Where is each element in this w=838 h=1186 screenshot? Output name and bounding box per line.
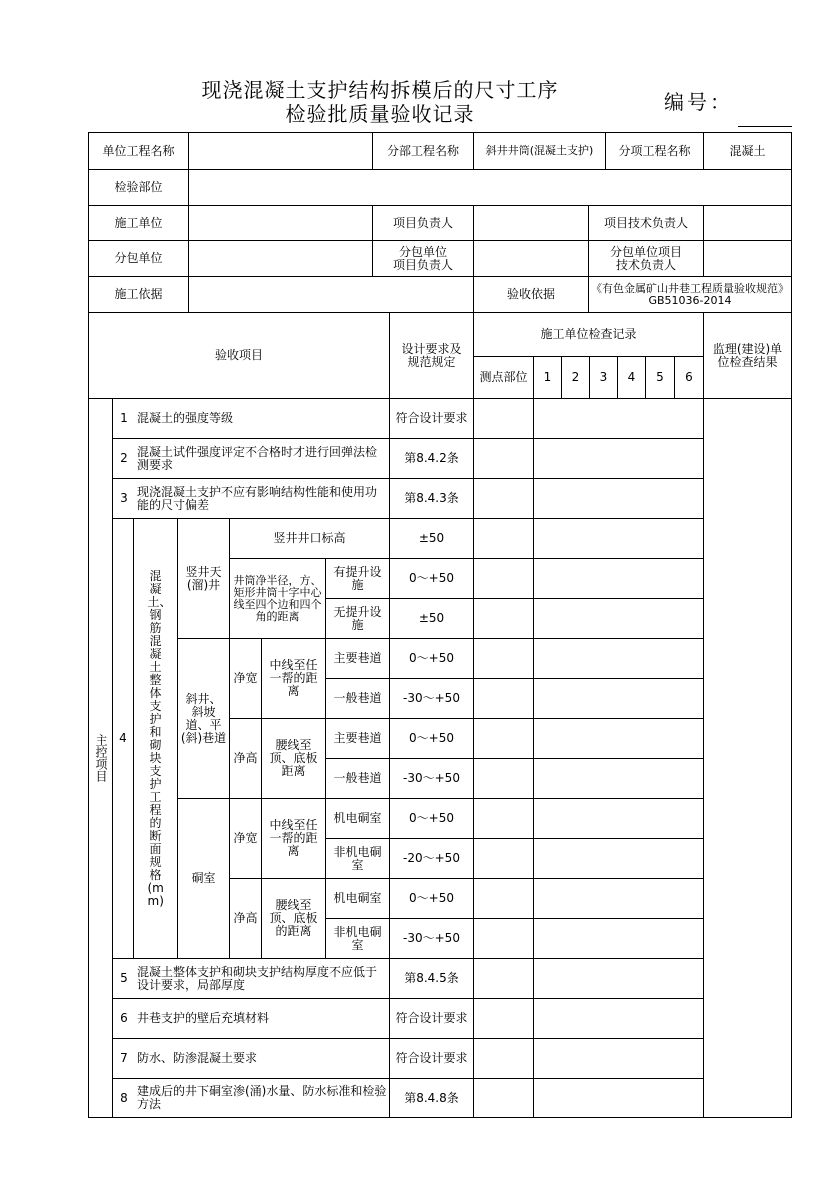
with-hoist-label: 有提升设施	[333, 564, 382, 592]
general-road-label: 一般巷道	[333, 771, 382, 785]
item-text: 混凝土的强度等级	[137, 411, 234, 425]
subcontract-manager-field[interactable]	[474, 241, 588, 276]
center-dist-label: 中线至任一帮的距离	[269, 818, 318, 858]
item-text: 井巷支护的壁后充填材料	[137, 1011, 270, 1025]
acceptance-basis-value: 《有色金属矿山井巷工程质量验收规范》GB51036-2014	[591, 281, 789, 307]
general-road-h-req: -30～+50	[403, 771, 460, 785]
supervision-header: 监理(建设)单 位检查结果	[712, 341, 783, 369]
acceptance-basis-label: 验收依据	[506, 287, 555, 301]
item-project-value: 混凝土	[729, 143, 766, 158]
main-road-w-req: 0～+50	[409, 651, 454, 665]
main-road-label: 主要巷道	[333, 651, 382, 665]
subcontract-unit-label: 分包单位	[114, 251, 163, 265]
incline-label: 斜井、斜坡道、平(斜)巷道	[180, 691, 227, 745]
subcontract-tech-field[interactable]	[704, 241, 791, 276]
item-no: 5	[120, 971, 128, 985]
item-req: 第8.4.2条	[404, 451, 459, 465]
item-no: 7	[120, 1051, 128, 1065]
elec-h-req: 0～+50	[409, 891, 454, 905]
item-text: 防水、防渗混凝土要求	[137, 1051, 258, 1065]
item-no: 8	[120, 1090, 128, 1105]
shaft-dist-label: 井筒净半径，方、矩形井筒十字中心线至四个边和四个角的距离	[233, 573, 322, 623]
item4-group-cell	[134, 519, 177, 958]
no-hoist-label: 无提升设施	[333, 604, 382, 632]
project-manager-field[interactable]	[474, 206, 588, 240]
point-header: 测点部位	[479, 370, 528, 384]
sub-project-value: 斜井井筒(混凝土支护)	[485, 144, 594, 157]
item-no: 6	[120, 1011, 128, 1025]
item4-group-label: 混凝土、钢筋混凝土整体支护和砌块支护工程的断面规格(mm)	[147, 568, 172, 908]
waist-dist-label: 腰线至顶、底板的距离	[269, 898, 318, 938]
item-no: 4	[119, 731, 127, 745]
page-title: 现浇混凝土支护结构拆模后的尺寸工序	[201, 78, 559, 102]
non-elec-chamber-label: 非机电硐室	[333, 844, 382, 872]
item-project-label: 分项工程名称	[618, 143, 691, 158]
construction-unit-field[interactable]	[189, 206, 372, 240]
main-items-cell	[89, 399, 112, 1117]
tech-manager-field[interactable]	[704, 206, 791, 240]
elec-chamber-label: 机电硐室	[333, 891, 382, 905]
item-no: 2	[120, 451, 128, 465]
col-2-header: 2	[571, 370, 580, 384]
construction-check-header: 施工单位检查记录	[540, 327, 637, 341]
subcontract-unit-field[interactable]	[189, 241, 372, 276]
tech-manager-label: 项目技术负责人	[603, 215, 688, 230]
page-subtitle: 检验批质量验收记录	[285, 102, 475, 126]
main-items-label: 主控项目	[94, 734, 108, 782]
construction-basis-field[interactable]	[189, 277, 473, 312]
construction-basis-label: 施工依据	[114, 287, 163, 301]
col-4-header: 4	[627, 370, 636, 384]
unit-project-label: 单位工程名称	[102, 143, 175, 158]
unit-project-field[interactable]	[189, 133, 372, 169]
general-road-w-req: -30～+50	[403, 691, 460, 705]
project-manager-label: 项目负责人	[392, 215, 453, 230]
item-text: 建成后的井下硐室渗(涌)水量、防水标准和检验方法	[137, 1084, 387, 1111]
elec-w-req: 0～+50	[409, 811, 454, 825]
construction-unit-label: 施工单位	[114, 215, 163, 230]
general-road-label: 一般巷道	[333, 691, 382, 705]
net-width-label: 净宽	[233, 671, 258, 685]
waist-dist-label: 腰线至顶、底板距离	[269, 738, 318, 778]
shaft-label: 竖井天(溜)井	[185, 564, 222, 592]
shaft-mouth-req: ±50	[418, 531, 445, 545]
shaft-mouth-label: 竖井井口标高	[273, 531, 346, 545]
sub-project-label: 分部工程名称	[386, 143, 459, 158]
item-req: 第8.4.8条	[404, 1090, 459, 1105]
non-elec-chamber-label: 非机电硐室	[333, 924, 382, 952]
no-hoist-req: ±50	[418, 611, 445, 625]
item-req: 第8.4.5条	[404, 971, 459, 985]
item-no: 3	[120, 491, 128, 505]
item-text: 现浇混凝土支护不应有影响结构性能和使用功能的尺寸偏差	[137, 484, 378, 512]
col-1-header: 1	[543, 370, 552, 384]
item-header: 验收项目	[214, 348, 263, 362]
net-height-label: 净高	[233, 751, 258, 765]
with-hoist-req: 0～+50	[409, 571, 454, 585]
center-dist-label: 中线至任一帮的距离	[269, 658, 318, 698]
item-no: 1	[120, 411, 128, 425]
chamber-label: 硐室	[191, 871, 216, 885]
non-elec-w-req: -20～+50	[403, 851, 460, 865]
col-6-header: 6	[685, 370, 693, 384]
inspection-part-field[interactable]	[189, 170, 791, 205]
item-req: 符合设计要求	[395, 411, 468, 425]
net-width-label: 净宽	[233, 831, 258, 845]
col-5-header: 5	[656, 370, 664, 384]
subcontract-tech-label: 分包单位项目 技术负责人	[609, 244, 682, 272]
item-req: 第8.4.3条	[404, 491, 459, 505]
main-road-label: 主要巷道	[333, 731, 382, 745]
col-3-header: 3	[599, 370, 608, 384]
subcontract-manager-label: 分包单位 项目负责人	[392, 244, 453, 272]
number-label: 编号：	[664, 90, 733, 114]
item-text: 混凝土整体支护和砌块支护结构厚度不应低于设计要求，局部厚度	[137, 964, 378, 992]
net-height-label: 净高	[233, 911, 258, 925]
item-req: 符合设计要求	[395, 1051, 468, 1065]
main-road-h-req: 0～+50	[409, 731, 454, 745]
design-req-header: 设计要求及 规范规定	[401, 341, 462, 369]
inspection-part-label: 检验部位	[114, 180, 163, 194]
elec-chamber-label: 机电硐室	[333, 811, 382, 825]
non-elec-h-req: -30～+50	[403, 931, 460, 945]
item-req: 符合设计要求	[395, 1011, 468, 1025]
item-text: 混凝土试件强度评定不合格时才进行回弹法检测要求	[137, 444, 378, 472]
